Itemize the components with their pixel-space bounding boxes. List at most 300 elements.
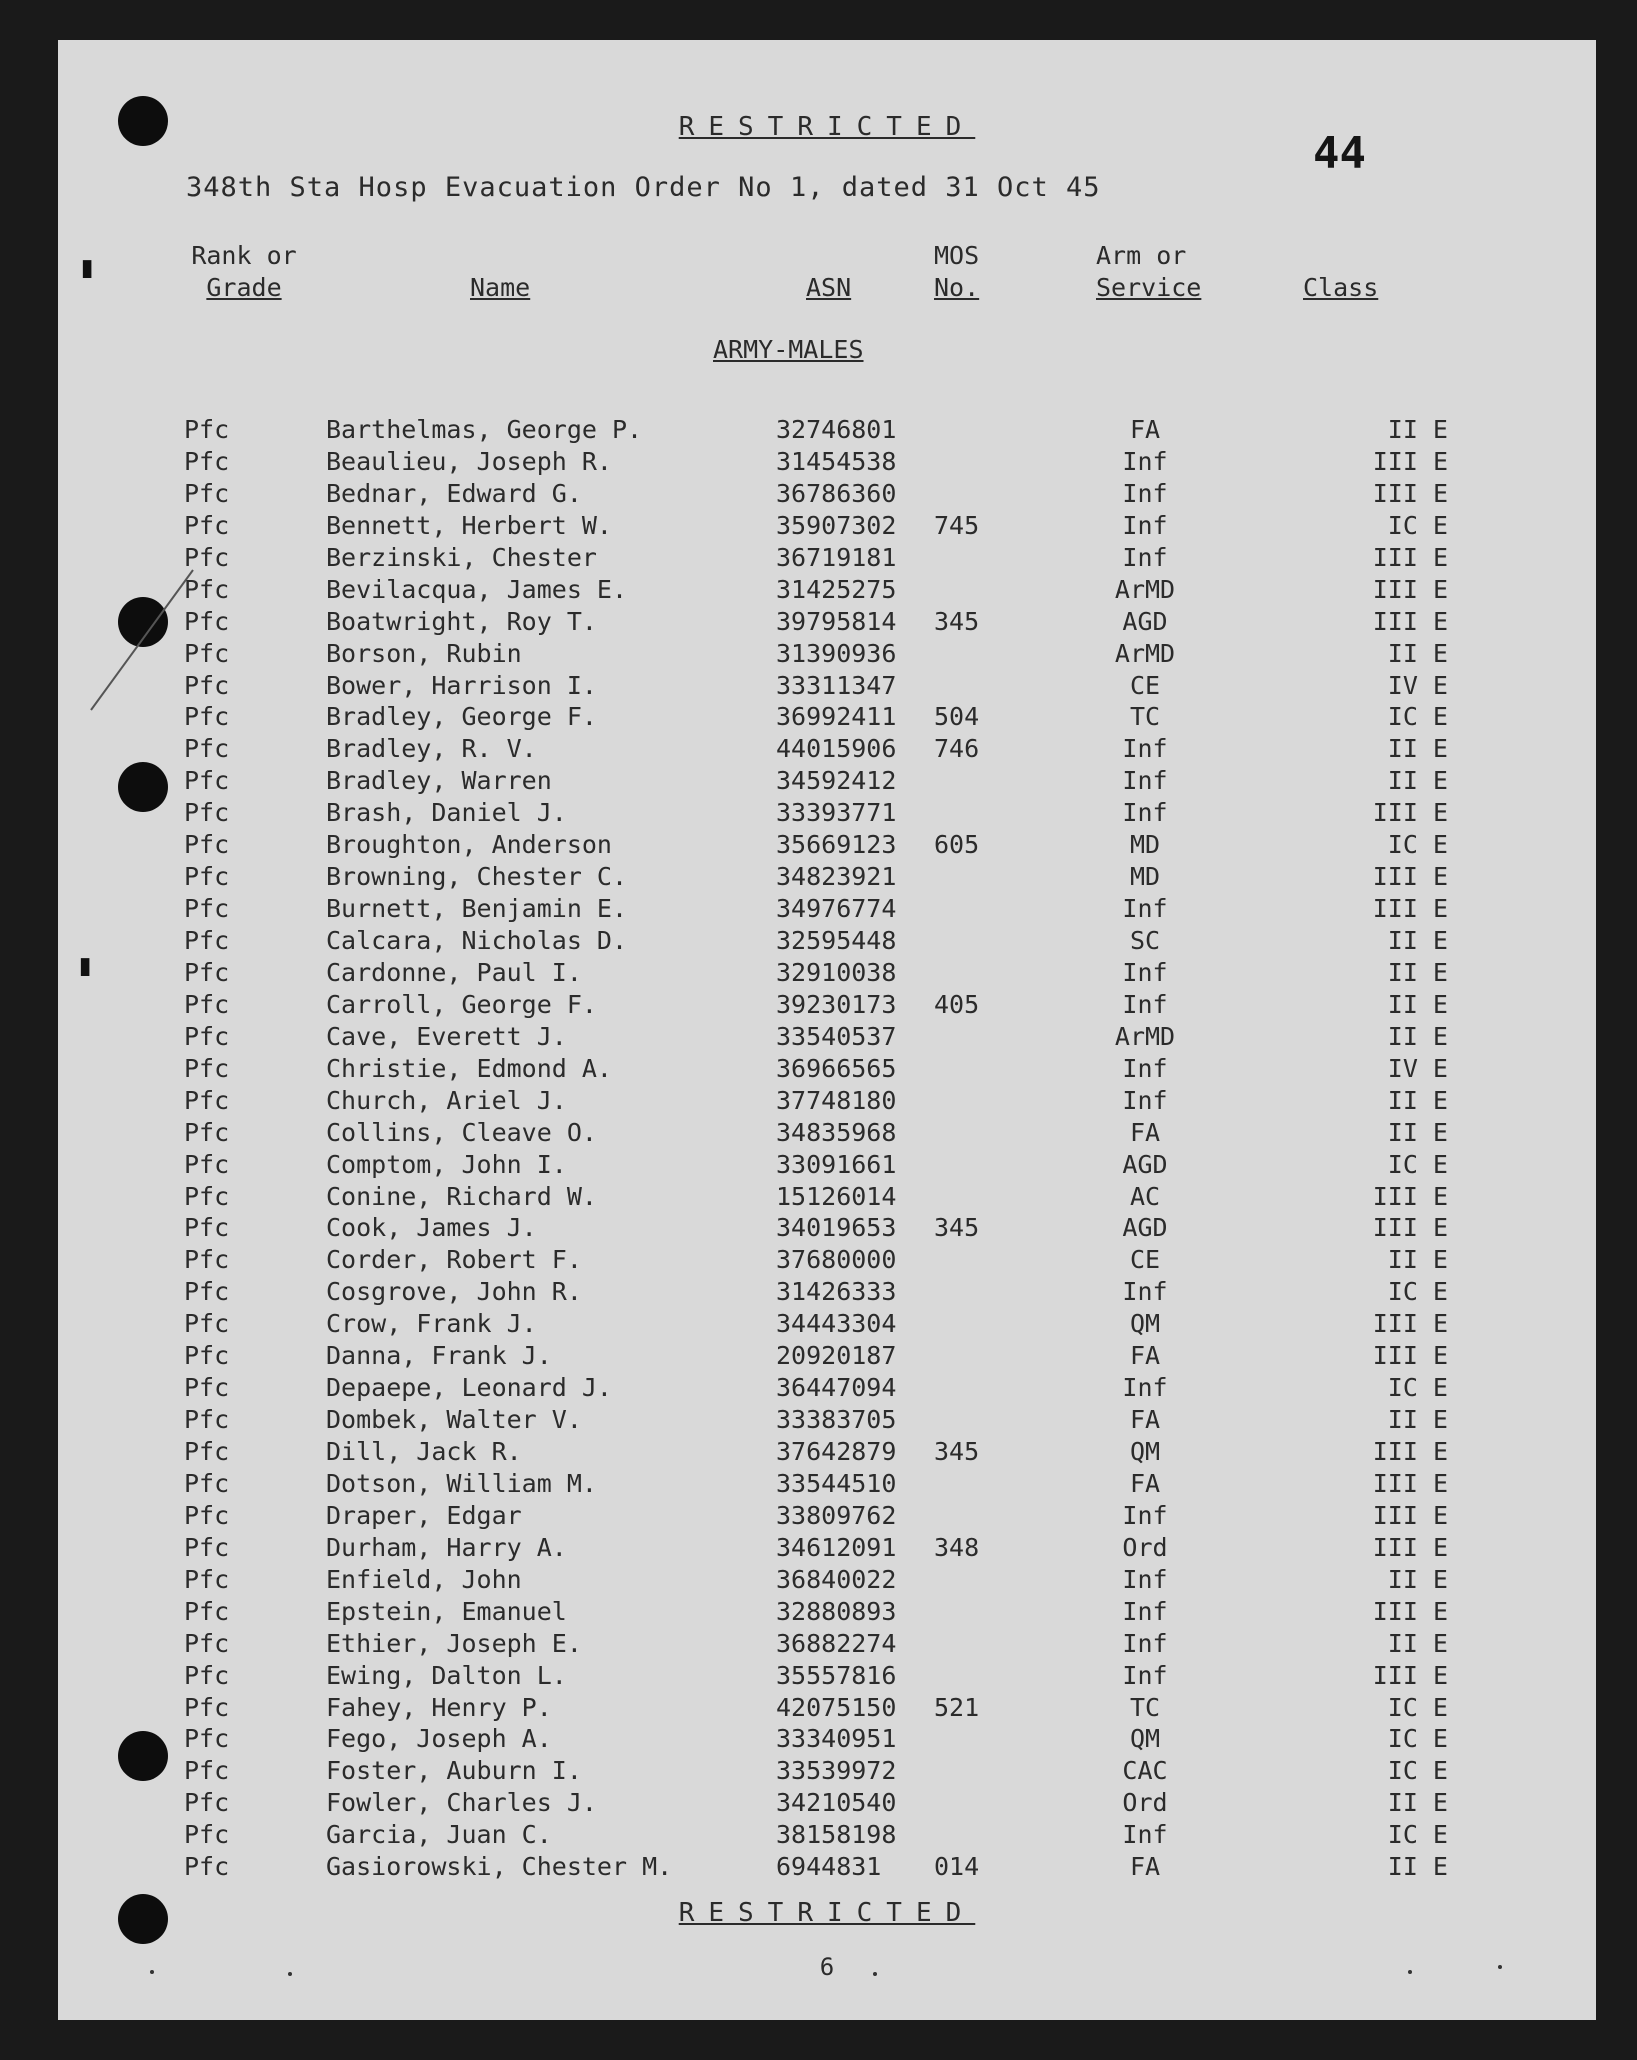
rank-cell: Pfc [184,1213,230,1243]
roster-row [58,1723,1596,1755]
asn-cell: 32595448 [776,926,897,955]
column-header-class: Class [1303,273,1379,302]
restricted-footer: RESTRICTED [678,1898,976,1928]
roster-row [58,1276,1596,1308]
roster-row [58,1244,1596,1276]
asn-cell: 34823921 [776,862,897,892]
class-cell: IC E [1387,1820,1448,1850]
rank-cell: Pfc [184,1788,230,1818]
name-cell: Bednar, Edward G. [326,478,582,508]
arm-cell: Inf [1122,1628,1168,1658]
name-cell: Durham, Harry A. [326,1532,567,1562]
rank-cell: Pfc [184,1309,230,1339]
roster-row [58,733,1596,765]
roster-row [58,1628,1596,1660]
rank-cell: Pfc [184,1181,230,1211]
class-cell: III E [1372,1181,1448,1211]
rank-cell: Pfc [184,1852,230,1882]
asn-cell: 44015906 [776,734,897,764]
name-cell: Calcara, Nicholas D. [326,926,628,955]
arm-cell: Inf [1122,1277,1168,1307]
rank-cell: Pfc [184,1277,230,1307]
rank-cell: Pfc [184,1692,230,1722]
name-cell: Dombek, Walter V. [326,1405,582,1435]
class-cell: II E [1387,1085,1448,1115]
name-cell: Garcia, Juan C. [326,1820,552,1850]
roster-row [58,1117,1596,1149]
rank-cell: Pfc [184,830,230,860]
class-cell: II E [1387,1564,1448,1594]
name-cell: Bevilacqua, James E. [326,574,628,604]
mos-cell: 345 [934,1437,980,1466]
rank-cell: Pfc [184,1149,230,1179]
speck [288,1972,292,1976]
rank-cell: Pfc [184,1724,230,1754]
rank-cell: Pfc [184,1468,230,1498]
asn-cell: 31426333 [776,1277,897,1307]
name-cell: Boatwright, Roy T. [326,606,597,636]
arm-cell: Inf [1122,766,1168,796]
class-cell: III E [1372,1500,1448,1530]
rank-cell: Pfc [184,957,230,987]
rank-cell: Pfc [184,862,230,892]
mos-cell: 345 [934,606,980,636]
roster-row [58,1564,1596,1596]
class-cell: II E [1387,1021,1448,1051]
rank-cell: Pfc [184,638,230,668]
asn-cell: 34019653 [776,1213,897,1243]
section-title: ARMY-MALES [713,335,864,364]
roster-row [58,829,1596,861]
asn-cell: 39795814 [776,606,897,636]
asn-cell: 36882274 [776,1628,897,1658]
class-cell: III E [1372,1309,1448,1339]
name-cell: Corder, Robert F. [326,1245,582,1275]
ink-mark: ▮ [78,250,97,285]
name-cell: Beaulieu, Joseph R. [326,446,612,476]
arm-cell: ArMD [1114,638,1176,668]
class-cell: III E [1372,1532,1448,1562]
name-cell: Enfield, John [326,1564,522,1594]
arm-cell: Inf [1122,478,1168,508]
class-cell: II E [1387,1245,1448,1275]
roster-row [58,1404,1596,1436]
asn-cell: 31425275 [776,574,897,604]
class-cell: IC E [1387,1692,1448,1722]
class-cell: IC E [1387,1724,1448,1754]
asn-cell: 33091661 [776,1149,897,1179]
asn-cell: 36719181 [776,542,897,572]
rank-cell: Pfc [184,989,230,1019]
class-cell: III E [1372,862,1448,892]
class-cell: IC E [1387,510,1448,540]
roster-row [58,1372,1596,1404]
roster-row [58,478,1596,510]
asn-cell: 32910038 [776,957,897,987]
rank-cell: Pfc [184,1437,230,1466]
asn-cell: 35669123 [776,830,897,860]
arm-cell: Inf [1122,734,1168,764]
roster-row [58,574,1596,606]
rank-cell: Pfc [184,894,230,924]
ink-mark: ▮ [76,948,95,983]
class-cell: IC E [1387,1373,1448,1403]
class-cell: III E [1372,606,1448,636]
class-cell: II E [1387,926,1448,955]
rank-cell: Pfc [184,1820,230,1850]
roster-row [58,1468,1596,1500]
arm-cell: Inf [1122,1373,1168,1403]
arm-cell: MD [1129,830,1161,860]
mos-cell: 521 [934,1692,980,1722]
arm-cell: Inf [1122,1564,1168,1594]
rank-cell: Pfc [184,574,230,604]
name-cell: Cosgrove, John R. [326,1277,582,1307]
class-cell: III E [1372,1468,1448,1498]
asn-cell: 34612091 [776,1532,897,1562]
asn-cell: 37748180 [776,1085,897,1115]
roster-row [58,1436,1596,1468]
roster-list [58,414,1596,1883]
name-cell: Bradley, R. V. [326,734,537,764]
rank-cell: Pfc [184,1245,230,1275]
speck [150,1970,154,1974]
class-cell: III E [1372,1596,1448,1626]
asn-cell: 32746801 [776,415,897,444]
roster-row [58,1532,1596,1564]
asn-cell: 33809762 [776,1500,897,1530]
rank-cell: Pfc [184,1085,230,1115]
asn-cell: 6944831 [776,1852,882,1882]
arm-cell: Inf [1122,798,1168,828]
class-cell: III E [1372,1660,1448,1690]
name-cell: Burnett, Benjamin E. [326,894,628,924]
column-header-rank: Rank or Grade [191,241,297,302]
roster-row [58,797,1596,829]
roster-row [58,701,1596,733]
restricted-header: RESTRICTED [678,112,976,142]
arm-cell: FA [1129,1117,1161,1147]
class-cell: IC E [1387,830,1448,860]
class-cell: IC E [1387,1149,1448,1179]
rank-cell: Pfc [184,798,230,828]
asn-cell: 33544510 [776,1468,897,1498]
name-cell: Gasiorowski, Chester M. [326,1852,673,1882]
name-cell: Foster, Auburn I. [326,1756,582,1786]
name-cell: Depaepe, Leonard J. [326,1373,612,1403]
name-cell: Cave, Everett J. [326,1021,567,1051]
rank-cell: Pfc [184,926,230,955]
class-cell: II E [1387,957,1448,987]
arm-cell: FA [1129,1468,1161,1498]
asn-cell: 33340951 [776,1724,897,1754]
document-page [58,40,1596,2020]
rank-cell: Pfc [184,1021,230,1051]
arm-cell: Ord [1122,1788,1168,1818]
rank-cell: Pfc [184,510,230,540]
column-header-mos: MOS No. [934,241,980,302]
asn-cell: 31390936 [776,638,897,668]
roster-row [58,1596,1596,1628]
name-cell: Bower, Harrison I. [326,670,597,700]
name-cell: Borson, Rubin [326,638,522,668]
name-cell: Brash, Daniel J. [326,798,567,828]
arm-cell: Inf [1122,894,1168,924]
name-cell: Dotson, William M. [326,1468,597,1498]
asn-cell: 35907302 [776,510,897,540]
name-cell: Bradley, Warren [326,766,552,796]
asn-cell: 15126014 [776,1181,897,1211]
asn-cell: 42075150 [776,1692,897,1722]
name-cell: Christie, Edmond A. [326,1053,612,1083]
rank-cell: Pfc [184,1341,230,1371]
name-cell: Conine, Richard W. [326,1181,597,1211]
asn-cell: 33383705 [776,1405,897,1435]
roster-row [58,670,1596,702]
arm-cell: AGD [1122,606,1168,636]
roster-row [58,1787,1596,1819]
mos-cell: 348 [934,1532,980,1562]
arm-cell: Inf [1122,1596,1168,1626]
asn-cell: 33540537 [776,1021,897,1051]
roster-row [58,1660,1596,1692]
arm-cell: Inf [1122,989,1168,1019]
class-cell: IC E [1387,1277,1448,1307]
asn-cell: 36840022 [776,1564,897,1594]
class-cell: III E [1372,542,1448,572]
name-cell: Draper, Edgar [326,1500,522,1530]
arm-cell: FA [1129,415,1161,444]
mos-cell: 345 [934,1213,980,1243]
rank-cell: Pfc [184,1628,230,1658]
rank-cell: Pfc [184,734,230,764]
arm-cell: ArMD [1114,1021,1176,1051]
roster-row [58,1181,1596,1213]
column-header-name: Name [470,273,531,302]
rank-cell: Pfc [184,1053,230,1083]
name-cell: Church, Ariel J. [326,1085,567,1115]
arm-cell: FA [1129,1852,1161,1882]
name-cell: Crow, Frank J. [326,1309,537,1339]
name-cell: Ewing, Dalton L. [326,1660,567,1690]
asn-cell: 34592412 [776,766,897,796]
class-cell: III E [1372,798,1448,828]
roster-row [58,510,1596,542]
roster-row [58,1149,1596,1181]
asn-cell: 39230173 [776,989,897,1019]
arm-cell: SC [1129,926,1161,955]
class-cell: III E [1372,894,1448,924]
mos-cell: 605 [934,830,980,860]
class-cell: II E [1387,766,1448,796]
arm-cell: QM [1129,1309,1161,1339]
rank-cell: Pfc [184,446,230,476]
arm-cell: CAC [1122,1756,1168,1786]
asn-cell: 36992411 [776,702,897,732]
class-cell: II E [1387,1405,1448,1435]
name-cell: Fahey, Henry P. [326,1692,552,1722]
asn-cell: 33539972 [776,1756,897,1786]
mos-cell: 504 [934,702,980,732]
class-cell: II E [1387,989,1448,1019]
arm-cell: Inf [1122,957,1168,987]
rank-cell: Pfc [184,1564,230,1594]
roster-row [58,1819,1596,1851]
roster-row [58,893,1596,925]
asn-cell: 36786360 [776,478,897,508]
name-cell: Dill, Jack R. [326,1437,522,1466]
asn-cell: 36447094 [776,1373,897,1403]
arm-cell: FA [1129,1341,1161,1371]
name-cell: Browning, Chester C. [326,862,628,892]
arm-cell: Inf [1122,446,1168,476]
arm-cell: CE [1129,1245,1161,1275]
mos-cell: 746 [934,734,980,764]
rank-cell: Pfc [184,606,230,636]
speck [1498,1965,1502,1969]
mos-cell: 014 [934,1852,980,1882]
asn-cell: 34976774 [776,894,897,924]
roster-row [58,1308,1596,1340]
roster-row [58,1755,1596,1787]
arm-cell: Inf [1122,542,1168,572]
arm-cell: TC [1129,1692,1161,1722]
footer-page-number: 6 [819,1953,835,1981]
arm-cell: Inf [1122,510,1168,540]
arm-cell: AC [1129,1181,1161,1211]
rank-cell: Pfc [184,1756,230,1786]
asn-cell: 34443304 [776,1309,897,1339]
arm-cell: TC [1129,702,1161,732]
name-cell: Cook, James J. [326,1213,537,1243]
class-cell: III E [1372,446,1448,476]
roster-row [58,1340,1596,1372]
rank-cell: Pfc [184,1117,230,1147]
name-cell: Barthelmas, George P. [326,415,643,444]
asn-cell: 37642879 [776,1437,897,1466]
rank-cell: Pfc [184,1500,230,1530]
class-cell: IC E [1387,702,1448,732]
rank-cell: Pfc [184,542,230,572]
speck [873,1972,877,1976]
arm-cell: Inf [1122,1820,1168,1850]
name-cell: Fego, Joseph A. [326,1724,552,1754]
name-cell: Comptom, John I. [326,1149,567,1179]
asn-cell: 33311347 [776,670,897,700]
class-cell: IV E [1387,670,1448,700]
class-cell: II E [1387,415,1448,444]
roster-row [58,638,1596,670]
arm-cell: MD [1129,862,1161,892]
class-cell: III E [1372,1213,1448,1243]
name-cell: Ethier, Joseph E. [326,1628,582,1658]
class-cell: III E [1372,1437,1448,1466]
roster-row [58,542,1596,574]
name-cell: Broughton, Anderson [326,830,612,860]
column-header-arm: Arm or Service [1096,241,1202,302]
name-cell: Fowler, Charles J. [326,1788,597,1818]
name-cell: Epstein, Emanuel [326,1596,567,1626]
rank-cell: Pfc [184,1405,230,1435]
roster-row [58,765,1596,797]
arm-cell: Inf [1122,1053,1168,1083]
speck [1408,1970,1412,1974]
rank-cell: Pfc [184,478,230,508]
arm-cell: QM [1129,1724,1161,1754]
class-cell: II E [1387,734,1448,764]
class-cell: IV E [1387,1053,1448,1083]
rank-cell: Pfc [184,415,230,444]
rank-cell: Pfc [184,1660,230,1690]
arm-cell: Inf [1122,1085,1168,1115]
asn-cell: 37680000 [776,1245,897,1275]
name-cell: Collins, Cleave O. [326,1117,597,1147]
class-cell: II E [1387,638,1448,668]
arm-cell: AGD [1122,1149,1168,1179]
class-cell: IC E [1387,1756,1448,1786]
roster-row [58,1851,1596,1883]
name-cell: Bradley, George F. [326,702,597,732]
rank-cell: Pfc [184,1596,230,1626]
name-cell: Cardonne, Paul I. [326,957,582,987]
name-cell: Carroll, George F. [326,989,597,1019]
rank-cell: Pfc [184,1532,230,1562]
roster-row [58,1085,1596,1117]
asn-cell: 35557816 [776,1660,897,1690]
arm-cell: QM [1129,1437,1161,1466]
mos-cell: 405 [934,989,980,1019]
arm-cell: CE [1129,670,1161,700]
asn-cell: 34835968 [776,1117,897,1147]
roster-row [58,606,1596,638]
class-cell: II E [1387,1117,1448,1147]
name-cell: Danna, Frank J. [326,1341,552,1371]
rank-cell: Pfc [184,1373,230,1403]
arm-cell: ArMD [1114,574,1176,604]
roster-row [58,957,1596,989]
mos-cell: 745 [934,510,980,540]
asn-cell: 20920187 [776,1341,897,1371]
class-cell: II E [1387,1788,1448,1818]
name-cell: Berzinski, Chester [326,542,597,572]
roster-row [58,989,1596,1021]
class-cell: III E [1372,1341,1448,1371]
asn-cell: 31454538 [776,446,897,476]
asn-cell: 36966565 [776,1053,897,1083]
arm-cell: FA [1129,1405,1161,1435]
rank-cell: Pfc [184,766,230,796]
arm-cell: Inf [1122,1660,1168,1690]
roster-row [58,1500,1596,1532]
class-cell: II E [1387,1852,1448,1882]
arm-cell: Inf [1122,1500,1168,1530]
page-number: 44 [1313,128,1366,179]
roster-row [58,446,1596,478]
roster-row [58,1692,1596,1724]
roster-row [58,414,1596,446]
order-title: 348th Sta Hosp Evacuation Order No 1, dated 31 Oct 45 [186,172,1101,203]
rank-cell: Pfc [184,702,230,732]
roster-row [58,1212,1596,1244]
name-cell: Bennett, Herbert W. [326,510,612,540]
roster-row [58,925,1596,957]
asn-cell: 34210540 [776,1788,897,1818]
rank-cell: Pfc [184,670,230,700]
class-cell: II E [1387,1628,1448,1658]
class-cell: III E [1372,478,1448,508]
arm-cell: Ord [1122,1532,1168,1562]
column-header-asn: ASN [806,273,852,302]
